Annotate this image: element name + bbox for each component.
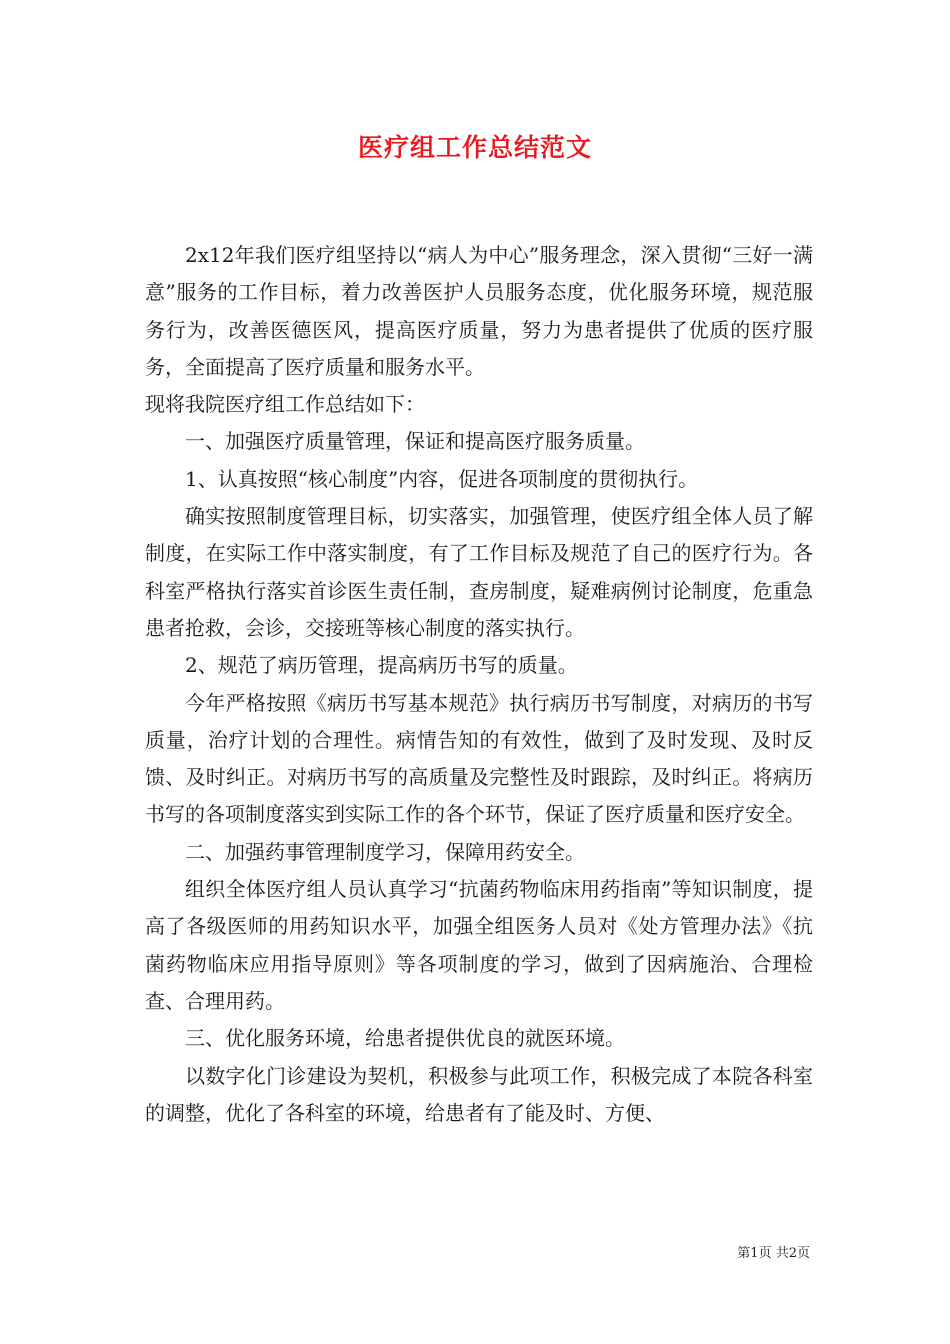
paragraph-intro: 2x12年我们医疗组坚持以“病人为中心”服务理念，深入贯彻“三好一满意”服务的工作目标，着力改善医护人员服务态度，优化服务环境，规范服务行为，改善医德医风，提高医疗质量，努力为患者提供了优质的医疗服务，全面提高了医疗质量和服务水平。 (145, 243, 813, 379)
subsection-heading-1-2: 2、规范了病历管理，提高病历书写的质量。 (185, 653, 578, 678)
document-title: 医疗组工作总结范文 (357, 133, 592, 162)
subsection-heading-1-1: 1、认真按照“核心制度”内容，促进各项制度的贯彻执行。 (185, 466, 699, 491)
footer-total-pages: 2 (788, 1246, 797, 1261)
section-heading-2: 二、加强药事管理制度学习，保障用药安全。 (185, 839, 585, 864)
section-heading-3: 三、优化服务环境，给患者提供优良的就医环境。 (185, 1026, 625, 1051)
page-number-footer (700, 1244, 810, 1264)
footer-middle: 页 共 (758, 1246, 789, 1261)
paragraph-core-system: 确实按照制度管理目标，切实落实，加强管理，使医疗组全体人员了解制度，在实际工作中落实制度，有了工作目标及规范了自己的医疗行为。各科室严格执行落实首诊医生责任制，查房制度，疑难病例讨论制度，危重急患者抢救，会诊，交接班等核心制度的落实执行。 (145, 504, 813, 640)
paragraph-service-environment: 以数字化门诊建设为契机，积极参与此项工作，积极完成了本院各科室的调整，优化了各科室的环境，给患者有了能及时、方便、 (145, 1063, 813, 1125)
footer-prefix: 第 (737, 1246, 751, 1261)
footer-current-page: 1 (750, 1246, 759, 1261)
section-heading-1: 一、加强医疗质量管理，保证和提高医疗服务质量。 (185, 429, 645, 454)
document-body (145, 237, 813, 1132)
paragraph-medical-records: 今年严格按照《病历书写基本规范》执行病历书写制度，对病历的书写质量，治疗计划的合理性。病情告知的有效性，做到了及时发现、及时反馈、及时纠正。对病历书写的高质量及完整性及时跟踪，及时纠正。将病历书写的各项制度落实到实际工作的各个环节，保证了医疗质量和医疗安全。 (145, 690, 813, 827)
footer-suffix: 页 (796, 1246, 810, 1261)
paragraph-drug-management: 组织全体医疗组人员认真学习“抗菌药物临床用药指南”等知识制度，提高了各级医师的用药知识水平，加强全组医务人员对《处方管理办法》《抗菌药物临床应用指导原则》等各项制度的学习，做到了因病施治、合理检查、合理用药。 (145, 877, 813, 1013)
paragraph-summary-lead: 现将我院医疗组工作总结如下： (145, 392, 425, 417)
